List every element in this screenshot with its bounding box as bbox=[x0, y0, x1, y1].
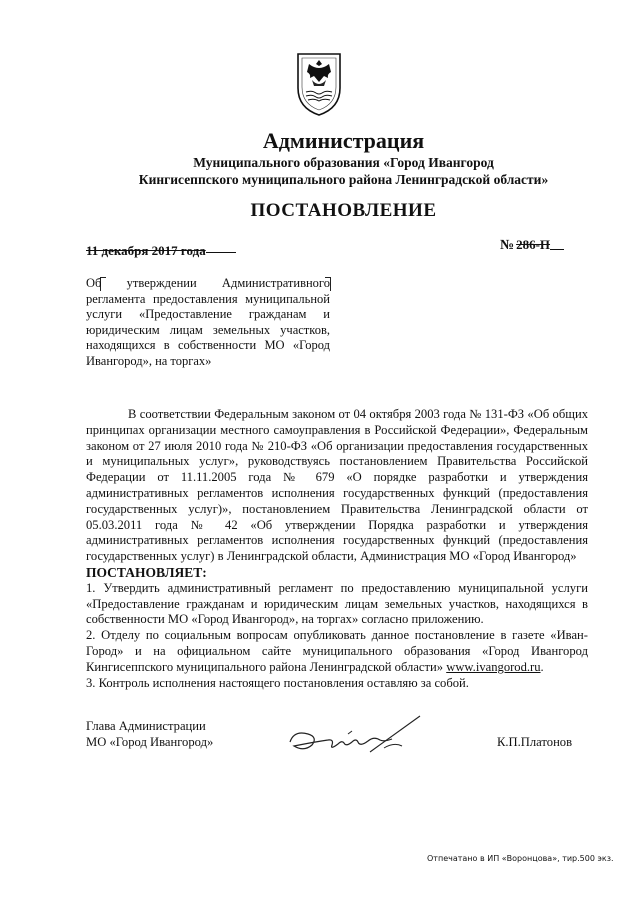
number-sign: № bbox=[500, 238, 515, 253]
page-title: Администрация bbox=[262, 128, 425, 153]
signatory-name: К.П.Платонов bbox=[497, 735, 573, 749]
decree-item-2 bbox=[86, 628, 588, 675]
coat-of-arms-emblem bbox=[294, 48, 344, 118]
document-type: ПОСТАНОВЛЕНИЕ bbox=[250, 200, 437, 221]
document-subject: Об утверждении Административного регламента предоставления муниципальной услуги «Предоставление гражданам и юридическим лицам земельных участков, находящихся в собственности МО «Город Ивангород», на торгах» bbox=[86, 276, 330, 368]
decree-item-3: 3. Контроль исполнения настоящего постановления оставляю за собой. bbox=[86, 675, 469, 690]
document-body bbox=[86, 407, 588, 691]
signatory-position-line-1: Глава Администрации bbox=[86, 719, 206, 733]
handwritten-signature bbox=[284, 712, 424, 762]
date-underline bbox=[206, 252, 236, 253]
document-date bbox=[86, 243, 236, 259]
number-underline bbox=[550, 249, 564, 250]
signatory-position-line-2: МО «Город Ивангород» bbox=[86, 734, 214, 749]
preamble-paragraph: В соответствии Федеральным законом от 04 октября 2003 года № 131-ФЗ «Об общих принципах организации местного самоуправления в Российской Федерации», Федеральным законом от 27 июля 2010 года № 210-ФЗ «Об организации предоставления государственных и муниципальных услуг», руководствуясь постановлением Правительства Российской Федерации от 11.11.2005 года № 679 «О порядке разработки и утверждения административных регламентов исполнения государственных функций (предоставления государственных услуг)», постановлением Правительства Ленинградской области от 05.03.2011 года № 42 «Об утверждении Порядка разработки и утверждения административных регламентов исполнения государственных функций (предоставления государственных услуг) в Ленинградской области, Администрация МО «Город Ивангород» bbox=[86, 407, 588, 564]
signatory-position bbox=[86, 719, 213, 751]
decree-heading: ПОСТАНОВЛЯЕТ: bbox=[86, 564, 207, 580]
decree-item-2-end: . bbox=[540, 659, 544, 674]
decree-item-2-text: 2. Отделу по социальным вопросам опубликовать данное постановление в газете «Иван-Город» и на официальном сайте муниципального образования «Город Ивангород Кингисеппского муниципального района Ленинградской области» bbox=[86, 628, 588, 674]
print-note: Отпечатано в ИП «Воронцова», тир.500 экз. bbox=[427, 854, 614, 863]
website-link[interactable]: www.ivangorod.ru bbox=[446, 659, 541, 674]
document-number bbox=[500, 237, 564, 254]
date-value: 11 декабря 2017 года bbox=[86, 243, 206, 258]
decree-item-1: 1. Утвердить административный регламент по предоставлению муниципальной услуги «Предоставление гражданам и юридическим лицам земельных участков, находящихся в собственности МО «Город Ивангород», на торгах» согласно приложению. bbox=[86, 580, 588, 627]
org-name-line-1: Муниципального образования «Город Ивангород bbox=[193, 155, 494, 170]
org-name-line-2: Кингисеппского муниципального района Ленинградской области» bbox=[138, 172, 549, 187]
number-value: 286-П bbox=[516, 237, 551, 252]
